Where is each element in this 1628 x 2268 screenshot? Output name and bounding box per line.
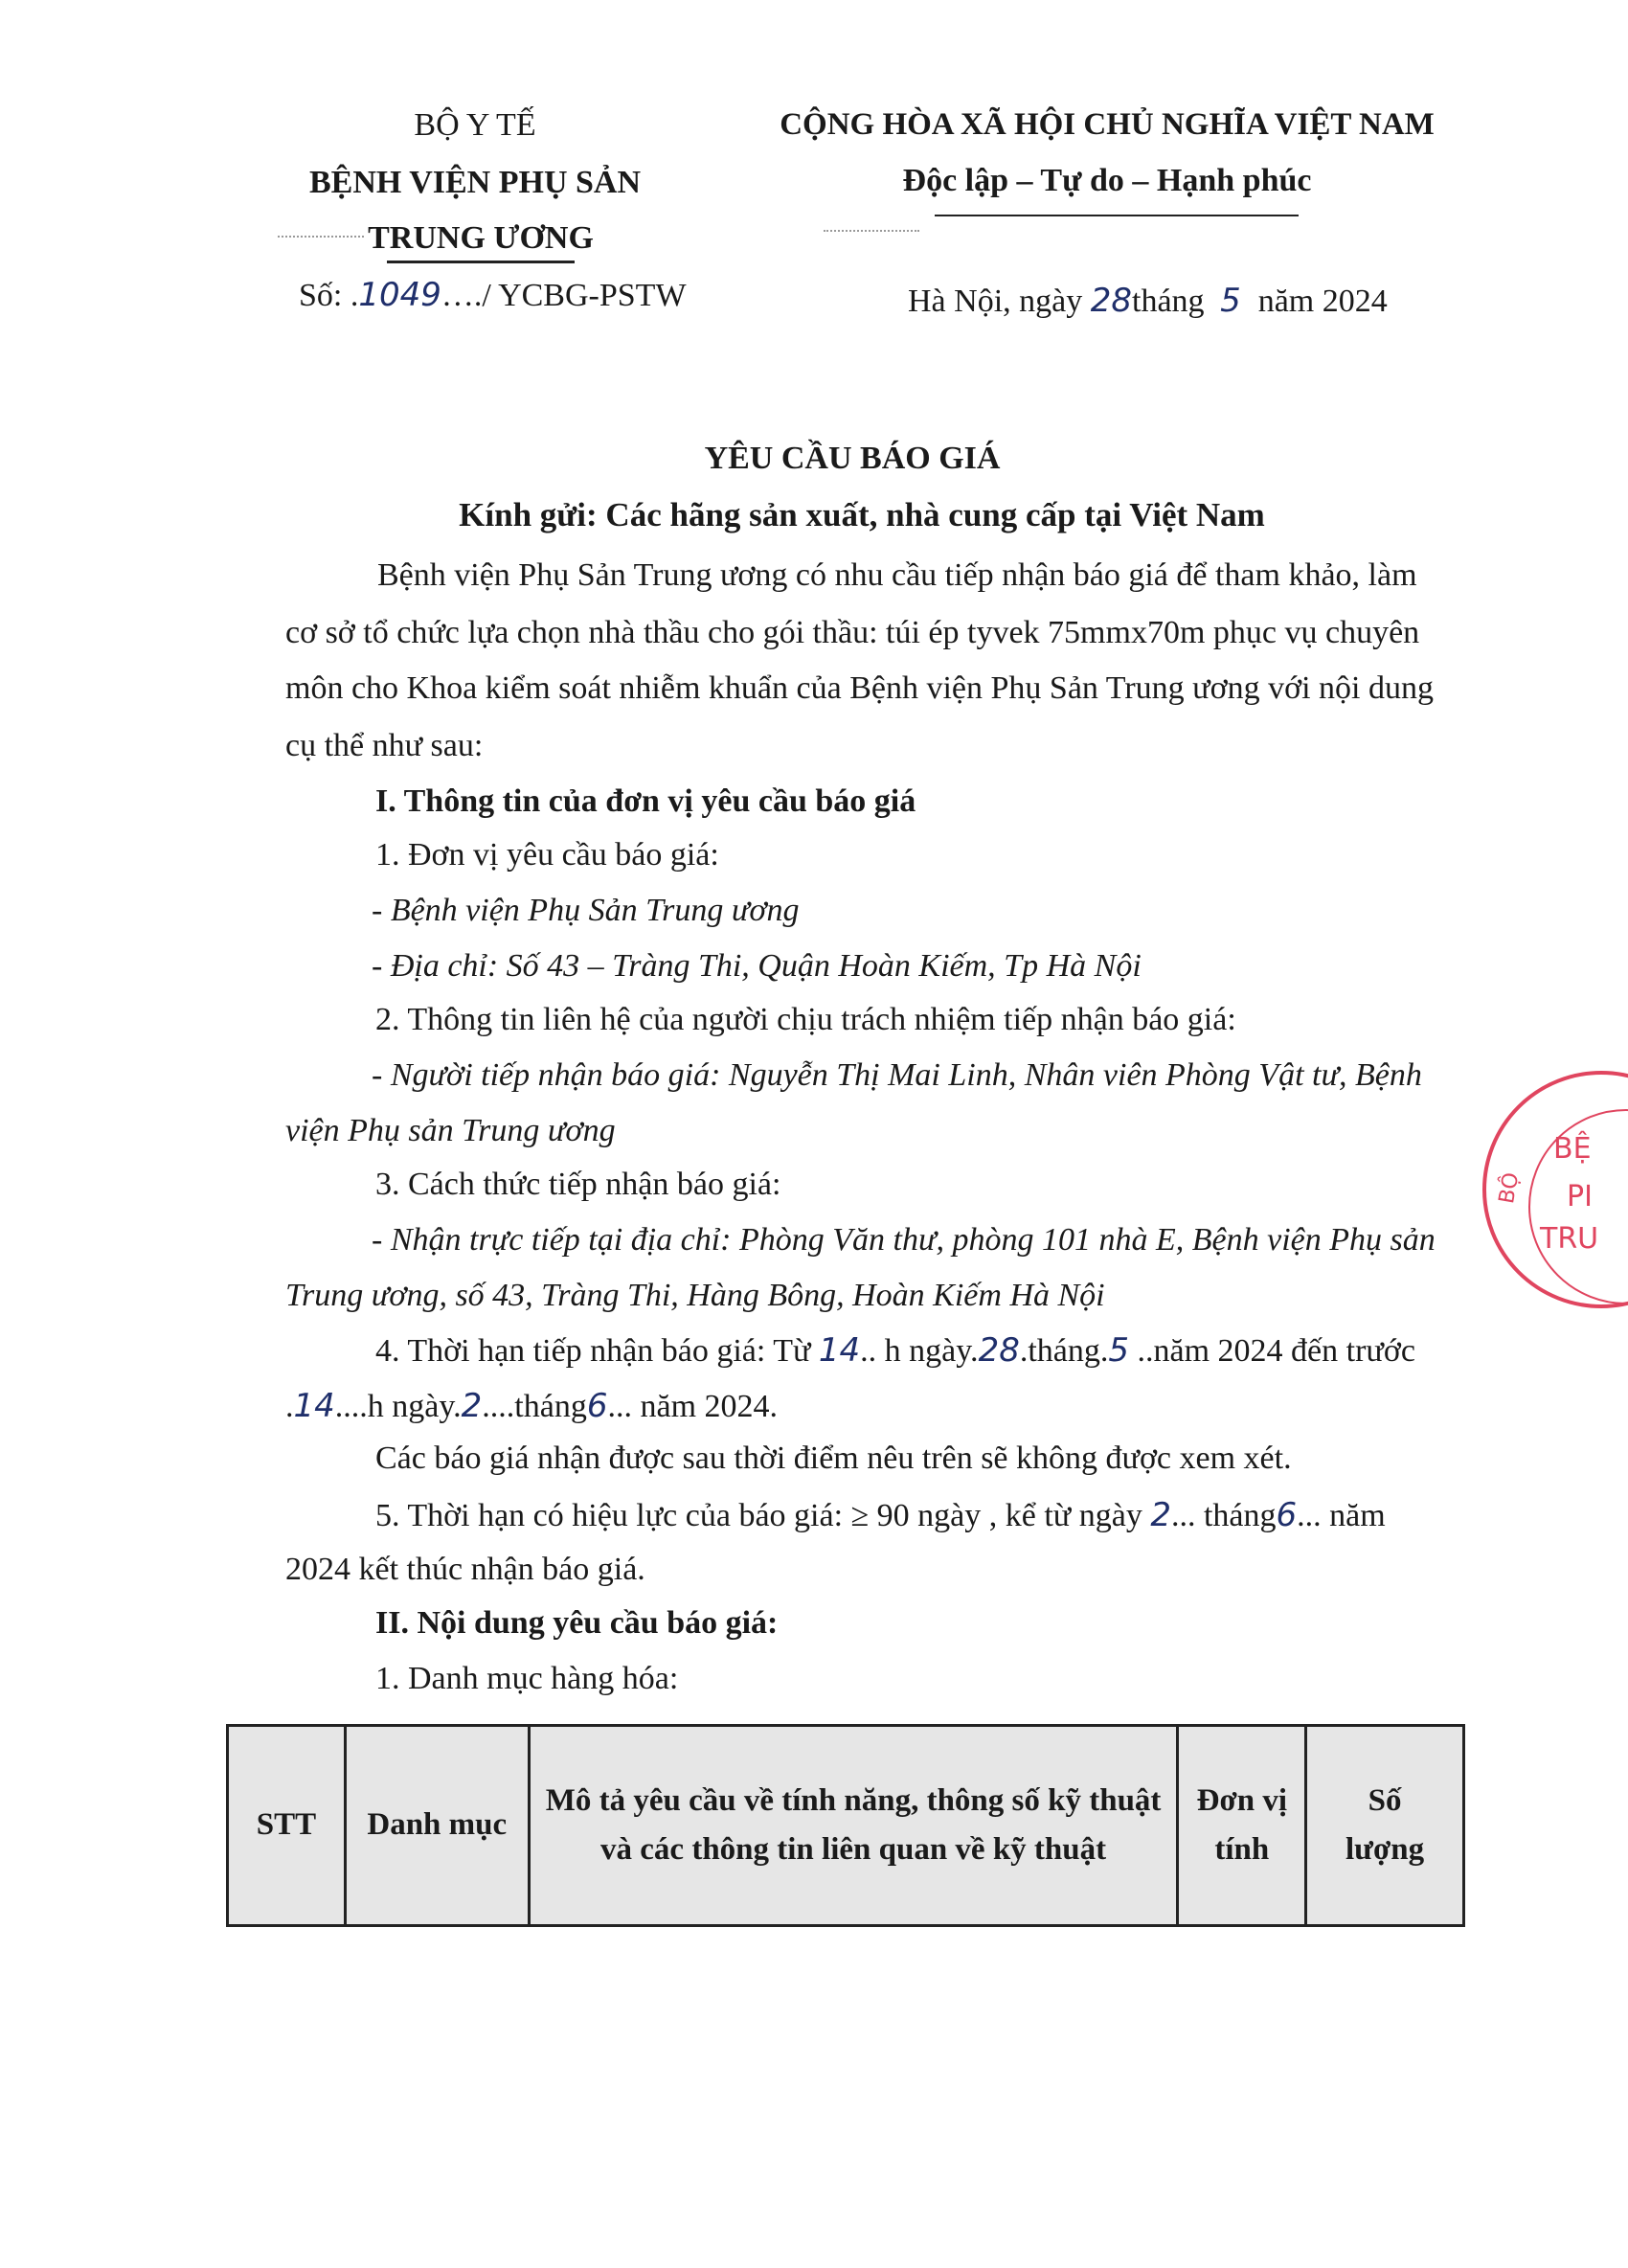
- section-1-item-2: 2. Thông tin liên hệ của người chịu trách nhiệm tiếp nhận báo giá:: [375, 1002, 1236, 1037]
- header-unit-line2: tính: [1214, 1832, 1270, 1867]
- deadline-text-6: ....h ngày.: [334, 1389, 462, 1424]
- deadline-text-4: ..năm 2024 đến trước: [1129, 1333, 1415, 1369]
- date-month-handwritten: 5: [1220, 282, 1241, 320]
- deadline-hour-from: 14: [818, 1331, 861, 1370]
- document-date: [908, 282, 1388, 320]
- section-2-item-1: 1. Danh mục hàng hóa:: [375, 1661, 679, 1696]
- document-title: YÊU CẦU BÁO GIÁ: [704, 441, 1001, 476]
- doc-number-prefix: Số: .: [299, 278, 359, 313]
- seal-text-middle: PI: [1567, 1180, 1593, 1213]
- header-quantity: [1306, 1726, 1464, 1926]
- section-1-item-3: 3. Cách thức tiếp nhận báo giá:: [375, 1167, 781, 1202]
- deadline-line-2: [285, 1387, 778, 1425]
- country-name: CỘNG HÒA XÃ HỘI CHỦ NGHĨA VIỆT NAM: [780, 107, 1435, 142]
- table-header-row: [228, 1726, 1464, 1926]
- deadline-text-3: .tháng.: [1019, 1333, 1109, 1369]
- header-description-line1: Mô tả yêu cầu về tính năng, thông số kỹ thuật: [545, 1782, 1162, 1818]
- section-1-item-1: 1. Đơn vị yêu cầu báo giá:: [375, 837, 719, 873]
- contact-line-1: - Người tiếp nhận báo giá: Nguyễn Thị Mai Linh, Nhân viên Phòng Vật tư, Bệnh: [372, 1057, 1422, 1093]
- seal-text-top: BỆ: [1553, 1132, 1592, 1166]
- receiving-method-line-2: Trung ương, số 43, Tràng Thi, Hàng Bông, Hoàn Kiếm Hà Nội: [285, 1278, 1105, 1313]
- header-description: [529, 1726, 1178, 1926]
- deadline-hour-to: 14: [293, 1387, 335, 1425]
- section-2-heading: II. Nội dung yêu cầu báo giá:: [375, 1605, 779, 1641]
- deadline-text-2: .. h ngày.: [860, 1333, 979, 1369]
- section-1-heading: I. Thông tin của đơn vị yêu cầu báo giá: [375, 783, 916, 819]
- deadline-text-1: 4. Thời hạn tiếp nhận báo giá: Từ: [375, 1333, 819, 1369]
- hospital-name-line1: BỆNH VIỆN PHỤ SẢN: [308, 165, 642, 200]
- intro-line-1: Bệnh viện Phụ Sản Trung ương có nhu cầu tiếp nhận báo giá để tham khảo, làm: [377, 557, 1417, 593]
- doc-number-suffix: …./ YCBG-PSTW: [441, 278, 687, 313]
- decorative-dots: [278, 236, 364, 238]
- deadline-month-to: 6: [586, 1387, 608, 1425]
- intro-line-3: môn cho Khoa kiểm soát nhiễm khuẩn của Bệnh viện Phụ Sản Trung ương với nội dung: [285, 670, 1434, 706]
- date-day-handwritten: 28: [1090, 282, 1133, 320]
- header-quantity-line2: lượng: [1345, 1832, 1425, 1867]
- document-number: [299, 276, 687, 314]
- validity-month: 6: [1276, 1496, 1298, 1534]
- deadline-text-8: ... năm 2024.: [607, 1389, 779, 1424]
- validity-text-1: 5. Thời hạn có hiệu lực của báo giá: ≥ 90 ngày , kể từ ngày: [375, 1498, 1151, 1533]
- receiving-method-line-1: - Nhận trực tiếp tại địa chỉ: Phòng Văn thư, phòng 101 nhà E, Bệnh viện Phụ sản: [372, 1222, 1436, 1258]
- national-motto: Độc lập – Tự do – Hạnh phúc: [902, 163, 1312, 198]
- date-month-label: tháng: [1132, 284, 1205, 319]
- validity-text-2: ... tháng: [1170, 1498, 1277, 1533]
- header-category: Danh mục: [345, 1726, 529, 1926]
- doc-number-handwritten: 1049: [358, 276, 441, 314]
- date-year: năm 2024: [1257, 284, 1388, 319]
- requester-name: - Bệnh viện Phụ Sản Trung ương: [372, 893, 800, 928]
- contact-line-2: viện Phụ sản Trung ương: [285, 1113, 616, 1148]
- motto-underline: [935, 215, 1299, 216]
- deadline-line-1: [375, 1331, 1415, 1370]
- requester-address: - Địa chỉ: Số 43 – Tràng Thi, Quận Hoàn Kiếm, Tp Hà Nội: [372, 948, 1142, 984]
- hospital-name-line2: TRUNG ƯƠNG: [368, 220, 594, 256]
- validity-line-2: 2024 kết thúc nhận báo giá.: [285, 1552, 645, 1587]
- intro-line-2: cơ sở tổ chức lựa chọn nhà thầu cho gói thầu: túi ép tyvek 75mmx70m phục vụ chuyên: [285, 615, 1420, 650]
- deadline-day-from: 28: [978, 1331, 1020, 1370]
- validity-line-1: [375, 1496, 1386, 1534]
- header-stt: STT: [228, 1726, 346, 1926]
- deadline-text-5: .: [285, 1389, 294, 1424]
- seal-text-bottom: TRU: [1540, 1222, 1599, 1256]
- recipient-line: Kính gửi: Các hãng sản xuất, nhà cung cấp tại Việt Nam: [459, 496, 1265, 533]
- goods-table: [226, 1724, 1465, 1927]
- validity-day: 2: [1150, 1496, 1171, 1534]
- validity-text-3: ... năm: [1297, 1498, 1386, 1533]
- header-description-line2: và các thông tin liên quan về kỹ thuật: [600, 1832, 1107, 1867]
- header-quantity-line1: Số: [1368, 1782, 1402, 1818]
- deadline-day-to: 2: [461, 1387, 483, 1425]
- date-prefix: Hà Nội, ngày: [908, 284, 1083, 319]
- deadline-text-7: ....tháng: [482, 1389, 587, 1424]
- intro-line-4: cụ thể như sau:: [285, 728, 484, 763]
- ministry-name: BỘ Y TẾ: [414, 107, 536, 143]
- seal-text-side: BỘ: [1495, 1170, 1525, 1206]
- late-quote-note: Các báo giá nhận được sau thời điểm nêu trên sẽ không được xem xét.: [375, 1440, 1292, 1476]
- hospital-underline: [387, 261, 575, 263]
- decorative-dots-right: [824, 230, 919, 232]
- header-unit: [1178, 1726, 1306, 1926]
- deadline-month-from: 5: [1108, 1331, 1130, 1370]
- header-unit-line1: Đơn vị: [1196, 1782, 1287, 1818]
